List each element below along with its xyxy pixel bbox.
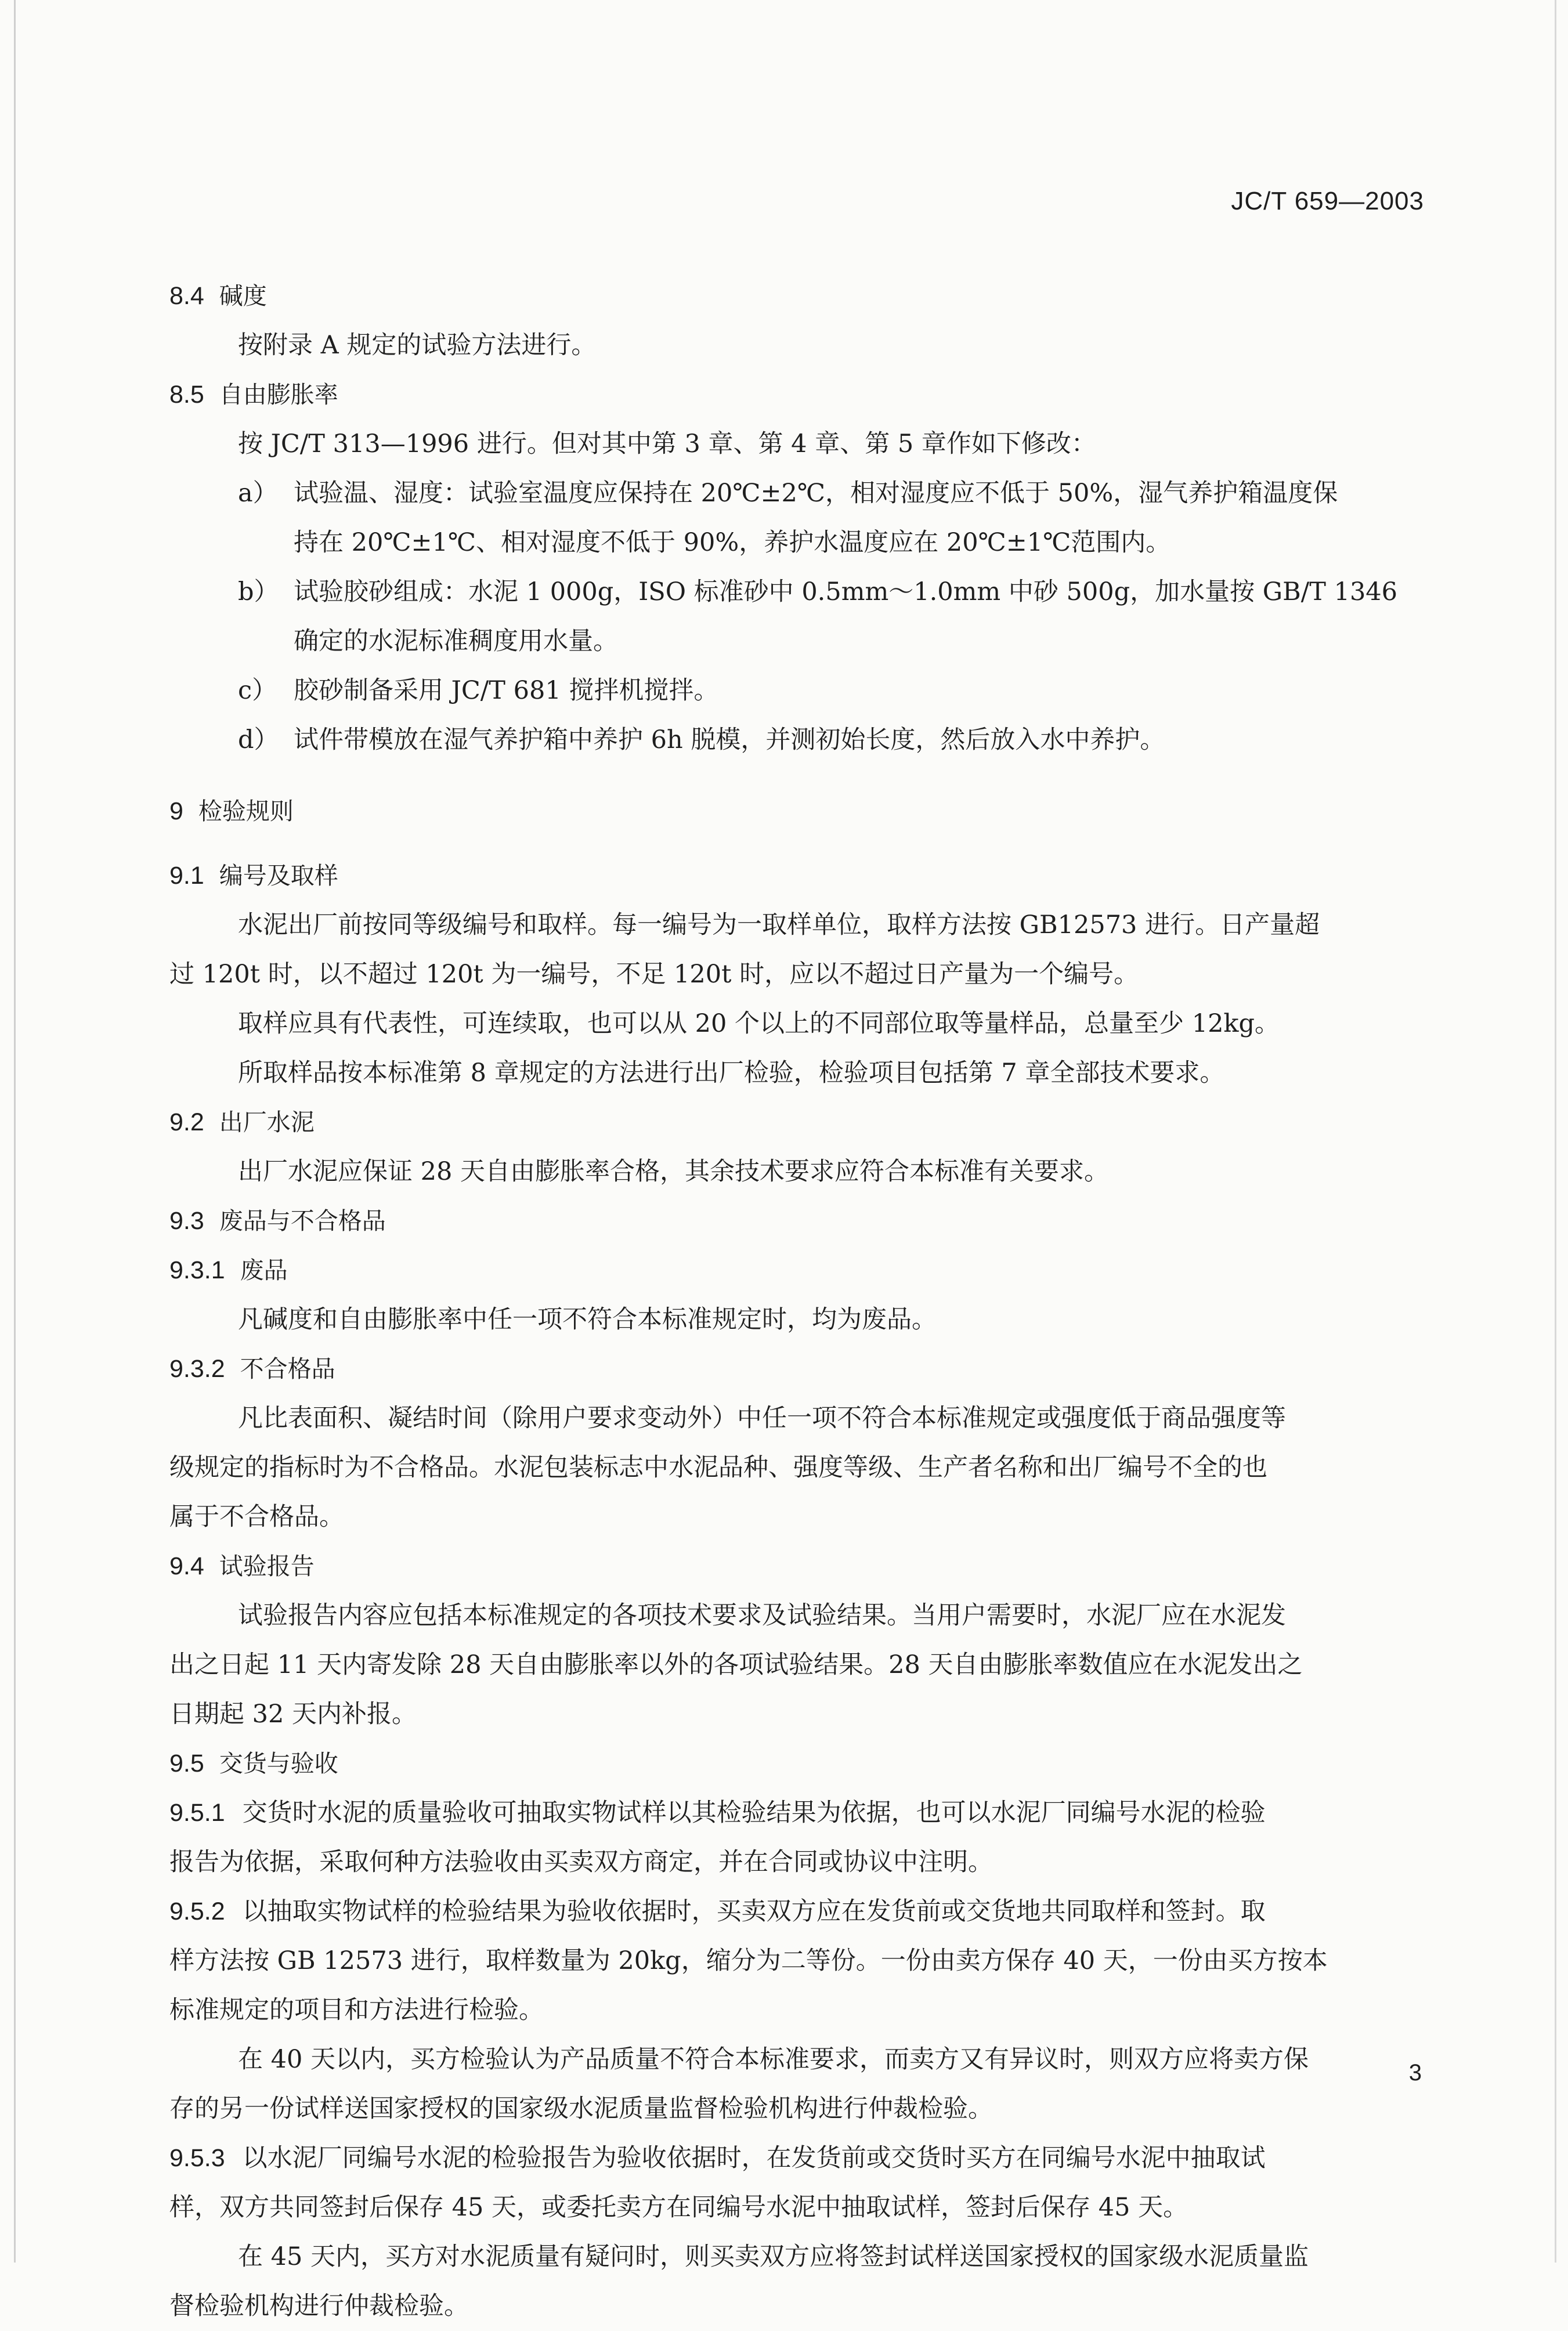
scan-edge-left [14,0,16,2263]
section-9-3-2-heading: 9.3.2 不合格品 [169,1355,335,1383]
section-9-3-1-heading: 9.3.1 废品 [169,1256,288,1284]
document-body [169,272,1423,2331]
paragraph: 试验报告内容应包括本标准规定的各项技术要求及试验结果。当用户需要时，水泥厂应在水泥发 [238,1601,1286,1630]
paragraph: 所取样品按本标准第 8 章规定的方法进行出厂检验，检验项目包括第 7 章全部技术要求。 [238,1058,1225,1087]
paragraph: 在 40 天以内，买方检验认为产品质量不符合本标准要求，而卖方又有异议时，则双方应将卖方保 [238,2045,1309,2074]
paragraph-cont: 日期起 32 天内补报。 [169,1700,417,1729]
list-item-c: c） 胶砂制备采用 JC/T 681 搅拌机搅拌。 [238,676,719,705]
list-item-b-cont: 确定的水泥标准稠度用水量。 [294,627,618,656]
paragraph: 在 45 天内，买方对水泥质量有疑问时，则买卖双方应将签封试样送国家授权的国家级水泥质量监 [238,2242,1309,2271]
spacer [169,765,1423,787]
paragraph-cont: 报告为依据，采取何种方法验收由买卖双方商定，并在合同或协议中注明。 [169,1848,993,1877]
paragraph-cont: 属于不合格品。 [169,1502,344,1531]
paragraph: 凡比表面积、凝结时间（除用户要求变动外）中任一项不符合本标准规定或强度低于商品强度等 [238,1404,1286,1433]
paragraph: 按附录 A 规定的试验方法进行。 [238,331,597,360]
paragraph-cont: 级规定的指标时为不合格品。水泥包装标志中水泥品种、强度等级、生产者名称和出厂编号不全的也 [169,1453,1267,1482]
section-9-1-heading: 9.1 编号及取样 [169,862,338,890]
paragraph: 出厂水泥应保证 28 天自由膨胀率合格，其余技术要求应符合本标准有关要求。 [238,1157,1110,1186]
section-9-3-heading: 9.3 废品与不合格品 [169,1207,386,1235]
clause-9-5-1: 9.5.1 交货时水泥的质量验收可抽取实物试样以其检验结果为依据，也可以水泥厂同编号水泥的检验 [169,1798,1266,1827]
chapter-9-heading: 9 检验规则 [169,797,294,825]
section-9-2-heading: 9.2 出厂水泥 [169,1108,315,1136]
paragraph-cont: 标准规定的项目和方法进行检验。 [169,1996,544,2025]
section-8-5-heading: 8.5 自由膨胀率 [169,381,338,409]
clause-9-5-3: 9.5.3 以水泥厂同编号水泥的检验报告为验收依据时，在发货前或交货时买方在同编号水泥中抽取试 [169,2144,1266,2173]
clause-9-5-2: 9.5.2 以抽取实物试样的检验结果为验收依据时，买卖双方应在发货前或交货地共同取样和签封。取 [169,1897,1266,1926]
standard-code: JC/T 659—2003 [1231,187,1424,215]
list-item-b: b） 试验胶砂组成：水泥 1 000g，ISO 标准砂中 0.5mm～1.0mm 中砂 500g，加水量按 GB/T 1346 [238,577,1398,606]
section-8-4-heading: 8.4 碱度 [169,282,267,310]
list-item-d: d） 试件带模放在湿气养护箱中养护 6h 脱模，并测初始长度，然后放入水中养护。 [238,725,1165,754]
paragraph-cont: 样，双方共同签封后保存 45 天，或委托卖方在同编号水泥中抽取试样，签封后保存 45 天。 [169,2193,1188,2222]
paragraph-cont: 过 120t 时，以不超过 120t 为一编号，不足 120t 时，应以不超过日产量为一个编号。 [169,960,1139,989]
list-item-a-cont: 持在 20℃±1℃、相对湿度不低于 90%，养护水温度应在 20℃±1℃范围内。 [294,528,1171,557]
section-9-5-heading: 9.5 交货与验收 [169,1750,338,1777]
section-9-4-heading: 9.4 试验报告 [169,1552,315,1580]
paragraph: 凡碱度和自由膨胀率中任一项不符合本标准规定时，均为废品。 [238,1305,937,1334]
spacer [169,836,1423,851]
paragraph-cont: 出之日起 11 天内寄发除 28 天自由膨胀率以外的各项试验结果。28 天自由膨胀率数值应在水泥发出之 [169,1650,1303,1679]
paragraph: 水泥出厂前按同等级编号和取样。每一编号为一取样单位，取样方法按 GB12573 进行。日产量超 [238,910,1320,939]
paragraph-cont: 样方法按 GB 12573 进行，取样数量为 20kg，缩分为二等份。一份由卖方保存 40 天，一份由买方按本 [169,1946,1328,1975]
paragraph-cont: 督检验机构进行仲裁检验。 [169,2292,469,2321]
scan-edge-right [1555,0,1556,2263]
paragraph: 按 JC/T 313—1996 进行。但对其中第 3 章、第 4 章、第 5 章作如下修改： [238,429,1096,458]
paragraph-cont: 存的另一份试样送国家授权的国家级水泥质量监督检验机构进行仲裁检验。 [169,2094,993,2123]
paragraph: 取样应具有代表性，可连续取，也可以从 20 个以上的不同部位取等量样品，总量至少 12kg。 [238,1009,1280,1038]
page-number: 3 [1408,2060,1422,2086]
list-item-a: a） 试验温、湿度：试验室温度应保持在 20℃±2℃，相对湿度应不低于 50%，湿气养护箱温度保 [238,479,1338,508]
